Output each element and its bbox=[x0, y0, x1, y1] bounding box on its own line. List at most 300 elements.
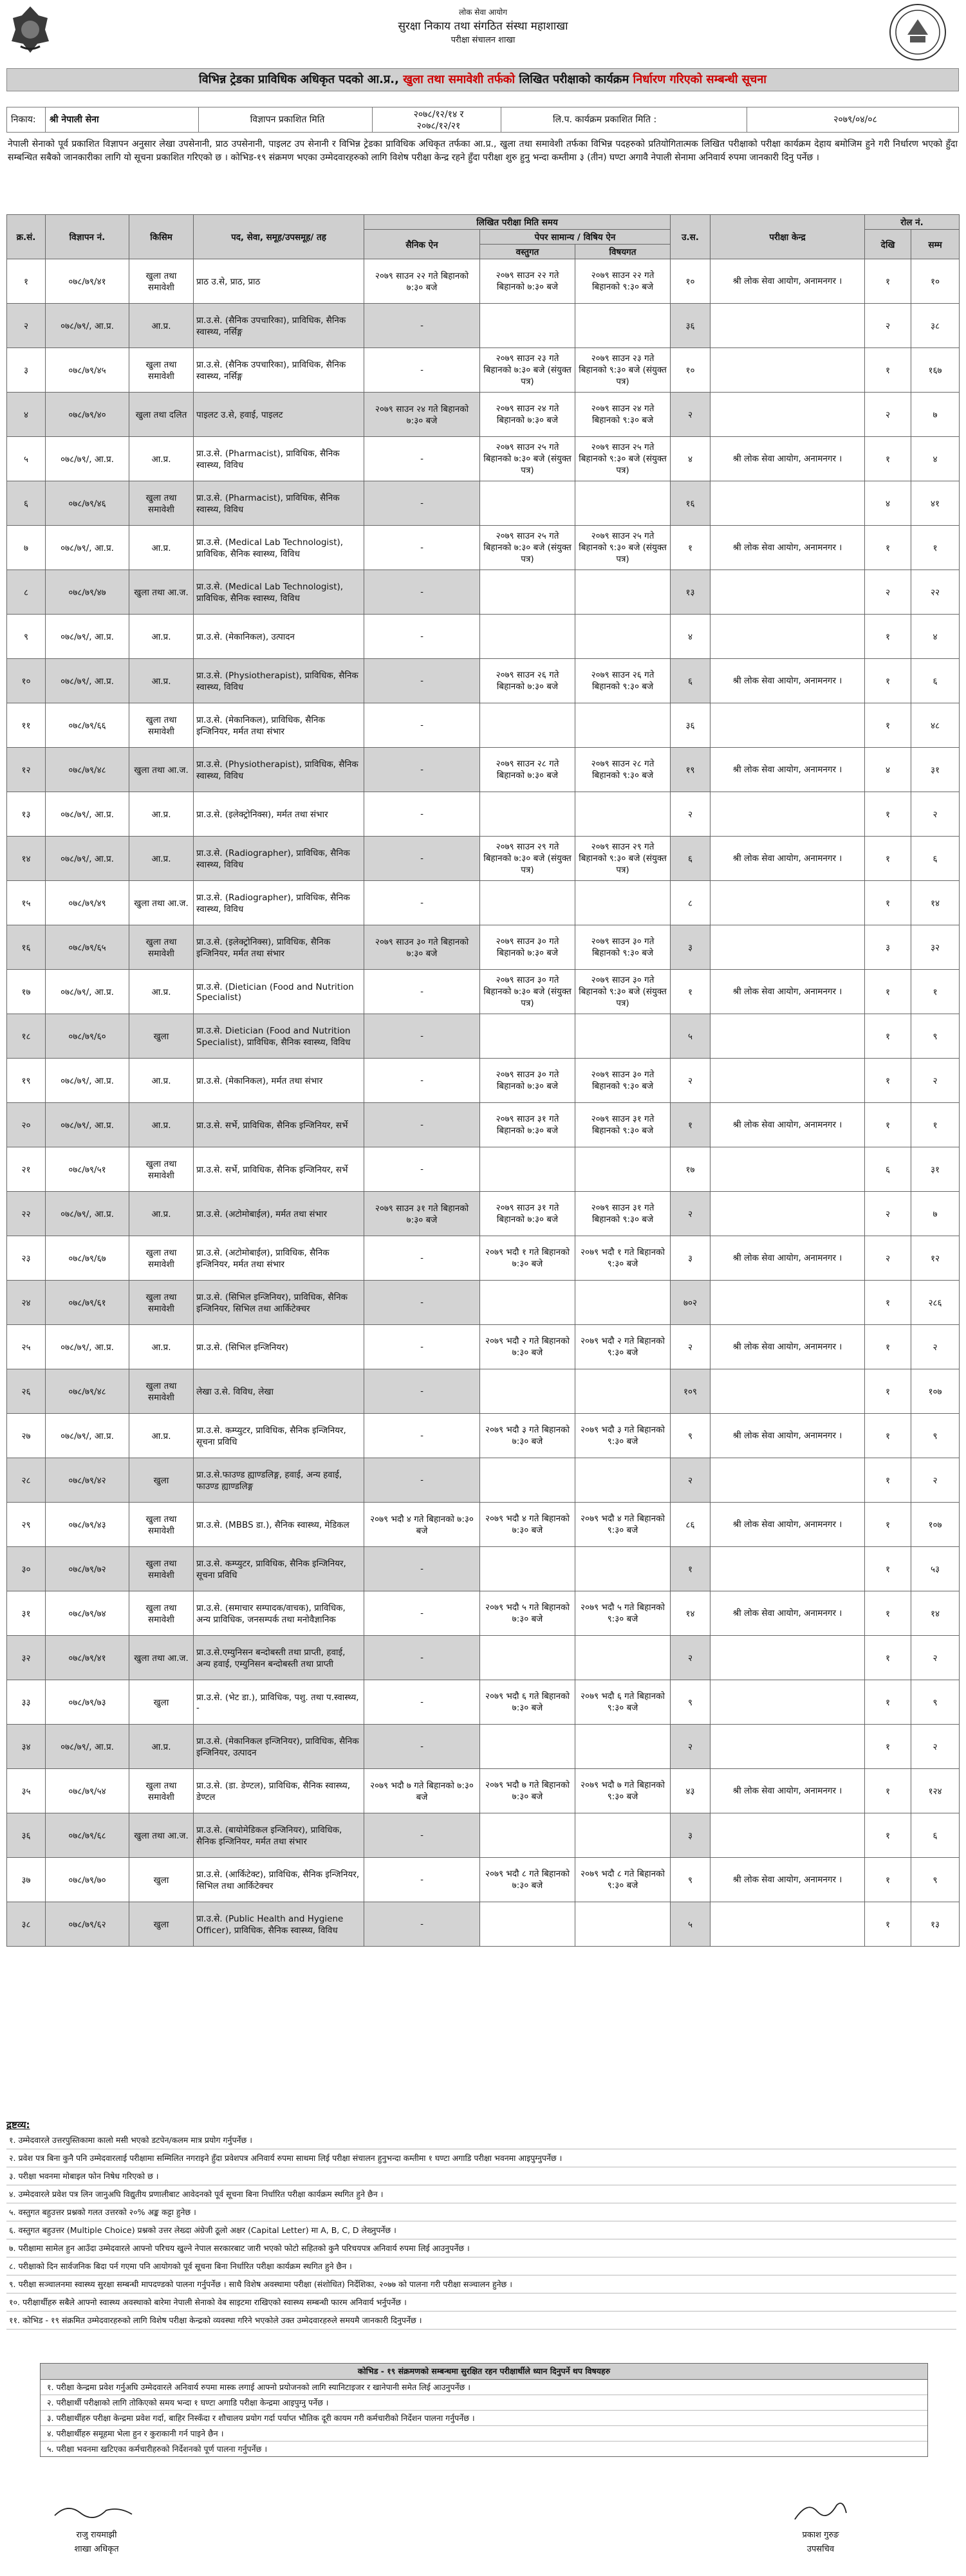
th-roll: रोल नं. bbox=[865, 215, 960, 230]
cell-roll-from: १ bbox=[865, 703, 911, 748]
table-row bbox=[7, 259, 960, 304]
cell-post: प्रा.उ.से.फाउण्ड ह्याण्डलिङ्ग, हवाई, अन्य हवाई, फाउण्ड ह्याण्डलिङ्ग bbox=[194, 1458, 364, 1503]
cell-sn: ३ bbox=[7, 348, 46, 393]
cell-subjective-date bbox=[575, 481, 671, 526]
table-row bbox=[7, 925, 960, 970]
note-item: १. उम्मेदवारले उत्तरपुस्तिकामा कालो मसी भएको डटपेन/कलम मात्र प्रयोग गर्नुपर्नेछ । bbox=[6, 2131, 956, 2149]
cell-sn: ३० bbox=[7, 1547, 46, 1591]
cell-objective-date bbox=[480, 1902, 575, 1947]
cell-objective-date bbox=[480, 304, 575, 348]
exam-schedule-table bbox=[6, 214, 960, 1947]
cell-sn: ३३ bbox=[7, 1680, 46, 1725]
cell-sn: ८ bbox=[7, 570, 46, 615]
cell-type: आ.प्र. bbox=[129, 304, 194, 348]
cell-subjective-date: २०७९ भदौ ३ गते बिहानको ९:३० बजे bbox=[575, 1414, 671, 1458]
th-subjective: विषयगत bbox=[575, 245, 671, 259]
cell-post: प्रा.उ.से. (अटोमोबाईल), प्राविधिक, सैनिक इन्जिनियर, मर्मत तथा संभार bbox=[194, 1236, 364, 1281]
cell-objective-date bbox=[480, 1147, 575, 1192]
cell-roll-to: ४ bbox=[911, 615, 960, 659]
cell-post: प्रा.उ.से. सर्भे, प्राविधिक, सैनिक इन्जिनियर, सर्भे bbox=[194, 1147, 364, 1192]
cell-post: प्रा.उ.से. (मेकानिकल), मर्मत तथा संभार bbox=[194, 1059, 364, 1103]
cell-service-date: - bbox=[364, 1414, 480, 1458]
table-row bbox=[7, 1725, 960, 1769]
cell-candidates: ५ bbox=[671, 1902, 711, 1947]
cell-sn: ४ bbox=[7, 393, 46, 437]
cell-roll-to: १६७ bbox=[911, 348, 960, 393]
cell-roll-from: १ bbox=[865, 1458, 911, 1503]
cell-sn: ३२ bbox=[7, 1636, 46, 1680]
cell-adv-no: ०७८/७९/७० bbox=[46, 1858, 129, 1902]
cell-post: प्रा.उ.से. (समाचार सम्पादक/वाचक), प्राविधिक, अन्य प्राविधिक, जनसम्पर्क तथा मनोवैज्ञानिक bbox=[194, 1591, 364, 1636]
cell-center: श्री लोक सेवा आयोग, अनामनगर । bbox=[711, 659, 865, 703]
cell-objective-date bbox=[480, 1725, 575, 1769]
cell-center bbox=[711, 304, 865, 348]
cell-candidates: १७ bbox=[671, 1147, 711, 1192]
cell-service-date: - bbox=[364, 1103, 480, 1147]
table-row bbox=[7, 1414, 960, 1458]
cell-adv-no: ०७८/७९/४१ bbox=[46, 259, 129, 304]
cell-roll-from: १ bbox=[865, 1547, 911, 1591]
cell-adv-no: ०७८/७९/६७ bbox=[46, 1236, 129, 1281]
cell-objective-date: २०७९ साउन २५ गते बिहानको ७:३० बजे (संयुक्त पत्र) bbox=[480, 437, 575, 481]
cell-candidates: २ bbox=[671, 1725, 711, 1769]
cell-objective-date: २०७९ साउन २२ गते बिहानको ७:३० बजे bbox=[480, 259, 575, 304]
cell-roll-from: १ bbox=[865, 1503, 911, 1547]
cell-service-date: २०७९ साउन ३० गते बिहानको ७:३० बजे bbox=[364, 925, 480, 970]
signature-left bbox=[39, 2500, 154, 2557]
cell-roll-to: १ bbox=[911, 526, 960, 570]
cell-post: प्रा.उ.से. (इलेक्ट्रोनिक्स), मर्मत तथा संभार bbox=[194, 792, 364, 837]
cell-candidates: ३६ bbox=[671, 304, 711, 348]
cell-adv-no: ०७८/७९/, आ.प्र. bbox=[46, 837, 129, 881]
cell-candidates: ४३ bbox=[671, 1769, 711, 1813]
table-row bbox=[7, 1858, 960, 1902]
meta-niyaktak-label: निकाय: bbox=[7, 107, 46, 132]
cell-roll-to: ७ bbox=[911, 393, 960, 437]
cell-candidates: १६ bbox=[671, 481, 711, 526]
cell-subjective-date: २०७९ साउन २९ गते बिहानको ९:३० बजे (संयुक्त पत्र) bbox=[575, 837, 671, 881]
notes-heading: द्रष्टव्य: bbox=[6, 2119, 30, 2131]
cell-type: खुला तथा समावेशी bbox=[129, 1547, 194, 1591]
cell-subjective-date bbox=[575, 1458, 671, 1503]
cell-candidates: १९ bbox=[671, 748, 711, 792]
cell-type: खुला तथा समावेशी bbox=[129, 1281, 194, 1325]
cell-roll-from: ३ bbox=[865, 925, 911, 970]
th-post: पद, सेवा, समूह/उपसमूह/ तह bbox=[194, 215, 364, 259]
cell-type: आ.प्र. bbox=[129, 1325, 194, 1369]
signature-right-name: प्रकाश गुरुङ bbox=[802, 2530, 839, 2540]
intro-paragraph: नेपाली सेनाको पूर्व प्रकाशित विज्ञापन अनुसार लेखा उपसेनानी, प्राठ उपसेनानी, पाइलट उप सेनानी र विभिन्न ट्रेडका प्राविधिक अधिकृत तर्फका आ.प्र., खुला तथा समावेशी तर्फका विभिन्न पदहरुको प्रतियोगितात्मक लिखित परीक्षाको परीक्षा कार्यक्रम देहाय बमोजिम हुने गरी निर्धारण भएको हुँदा सम्बन्धित सबैको जानकारीका लागि यो सूचना प्रकाशित गरिएको छ । कोभिड-१९ संक्रमण भएका उम्मेदवारहरुको लागि विशेष परीक्षा केन्द्र रहने हुँदा परीक्षा शुरु हुनु भन्दा कम्तीमा ३ (तीन) घण्टा अगावै नेपाली सेनामा अनिवार्य रुपमा जानकारी दिनु पर्नेछ । bbox=[8, 139, 958, 163]
cell-adv-no: ०७८/७९/४६ bbox=[46, 481, 129, 526]
cell-center bbox=[711, 881, 865, 925]
cell-candidates: २ bbox=[671, 1636, 711, 1680]
cell-center bbox=[711, 1636, 865, 1680]
table-row bbox=[7, 1014, 960, 1059]
cell-service-date: - bbox=[364, 1813, 480, 1858]
cell-adv-no: ०७८/७९/४३ bbox=[46, 1503, 129, 1547]
cell-roll-to: १०७ bbox=[911, 1503, 960, 1547]
table-row bbox=[7, 393, 960, 437]
cell-center bbox=[711, 348, 865, 393]
cell-roll-from: १ bbox=[865, 1902, 911, 1947]
cell-subjective-date: २०७९ साउन २३ गते बिहानको ९:३० बजे (संयुक्त पत्र) bbox=[575, 348, 671, 393]
cell-service-date: - bbox=[364, 1458, 480, 1503]
cell-objective-date bbox=[480, 1813, 575, 1858]
cell-adv-no: ०७८/७९/, आ.प्र. bbox=[46, 970, 129, 1014]
cell-service-date: - bbox=[364, 1858, 480, 1902]
cell-adv-no: ०७८/७९/४९ bbox=[46, 881, 129, 925]
cell-roll-from: २ bbox=[865, 570, 911, 615]
cell-candidates: २ bbox=[671, 1325, 711, 1369]
cell-sn: १९ bbox=[7, 1059, 46, 1103]
cell-objective-date bbox=[480, 1547, 575, 1591]
cell-sn: २० bbox=[7, 1103, 46, 1147]
cell-type: खुला तथा आ.ज. bbox=[129, 881, 194, 925]
cell-adv-no: ०७८/७९/, आ.प्र. bbox=[46, 1725, 129, 1769]
cell-service-date: - bbox=[364, 1014, 480, 1059]
cell-type: आ.प्र. bbox=[129, 1414, 194, 1458]
cell-candidates: ९ bbox=[671, 1414, 711, 1458]
cell-subjective-date bbox=[575, 1014, 671, 1059]
cell-post: प्रा.उ.से. (सैनिक उपचारिका), प्राविधिक, सैनिक स्वास्थ्य, नर्सिङ्ग bbox=[194, 348, 364, 393]
cell-post: प्रा.उ.से. (मेकानिकल), प्राविधिक, सैनिक इन्जिनियर, मर्मत तथा संभार bbox=[194, 703, 364, 748]
cell-sn: ५ bbox=[7, 437, 46, 481]
cell-roll-from: १ bbox=[865, 259, 911, 304]
th-written-date: लिखित परीक्षा मिति समय bbox=[364, 215, 671, 230]
notice-title bbox=[6, 68, 959, 91]
header bbox=[0, 0, 966, 68]
cell-center bbox=[711, 393, 865, 437]
cell-candidates: २ bbox=[671, 1458, 711, 1503]
cell-candidates: १ bbox=[671, 970, 711, 1014]
cell-roll-from: १ bbox=[865, 1858, 911, 1902]
cell-center bbox=[711, 1813, 865, 1858]
cell-adv-no: ०७८/७९/, आ.प्र. bbox=[46, 1325, 129, 1369]
cell-roll-to: १४ bbox=[911, 1591, 960, 1636]
cell-subjective-date: २०७९ भदौ ७ गते बिहानको ९:३० बजे bbox=[575, 1769, 671, 1813]
cell-subjective-date: २०७९ साउन २४ गते बिहानको ९:३० बजे bbox=[575, 393, 671, 437]
cell-type: आ.प्र. bbox=[129, 1192, 194, 1236]
cell-roll-to: १२ bbox=[911, 1236, 960, 1281]
cell-adv-no: ०७८/७९/६० bbox=[46, 1014, 129, 1059]
cell-objective-date: २०७९ भदौ ८ गते बिहानको ७:३० बजे bbox=[480, 1858, 575, 1902]
cell-type: खुला bbox=[129, 1902, 194, 1947]
cell-candidates: १ bbox=[671, 1547, 711, 1591]
cell-post: पाइलट उ.से, हवाई, पाइलट bbox=[194, 393, 364, 437]
table-row bbox=[7, 1680, 960, 1725]
psc-seal-icon bbox=[888, 3, 947, 62]
cell-roll-from: १ bbox=[865, 970, 911, 1014]
table-row bbox=[7, 1059, 960, 1103]
cell-adv-no: ०७८/७९/, आ.प्र. bbox=[46, 526, 129, 570]
cell-roll-from: १ bbox=[865, 1591, 911, 1636]
cell-service-date: - bbox=[364, 570, 480, 615]
cell-service-date: - bbox=[364, 437, 480, 481]
cell-roll-from: २ bbox=[865, 1192, 911, 1236]
cell-type: खुला तथा समावेशी bbox=[129, 1769, 194, 1813]
th-center: परीक्षा केन्द्र bbox=[711, 215, 865, 259]
cell-objective-date bbox=[480, 481, 575, 526]
cell-roll-to: ९ bbox=[911, 1680, 960, 1725]
cell-candidates: २ bbox=[671, 1192, 711, 1236]
cell-center: श्री लोक सेवा आयोग, अनामनगर । bbox=[711, 437, 865, 481]
cell-candidates: २ bbox=[671, 792, 711, 837]
cell-post: प्रा.उ.से. (MBBS डा.), सैनिक स्वास्थ्य, मेडिकल bbox=[194, 1503, 364, 1547]
cell-post: प्रा.उ.से. (बायोमेडिकल इन्जिनियर), प्राविधिक, सैनिक इन्जिनियर, मर्मत तथा संभार bbox=[194, 1813, 364, 1858]
cell-sn: १५ bbox=[7, 881, 46, 925]
cell-post: प्रा.उ.से. (सैनिक उपचारिका), प्राविधिक, सैनिक स्वास्थ्य, नर्सिङ्ग bbox=[194, 304, 364, 348]
cell-roll-from: १ bbox=[865, 837, 911, 881]
cell-type: आ.प्र. bbox=[129, 1059, 194, 1103]
cell-service-date: - bbox=[364, 748, 480, 792]
cell-service-date: - bbox=[364, 837, 480, 881]
cell-subjective-date bbox=[575, 1281, 671, 1325]
cell-center bbox=[711, 1281, 865, 1325]
cell-sn: २ bbox=[7, 304, 46, 348]
cell-adv-no: ०७८/७९/, आ.प्र. bbox=[46, 659, 129, 703]
table-row bbox=[7, 1103, 960, 1147]
cell-service-date: २०७९ भदौ ४ गते बिहानको ७:३० बजे bbox=[364, 1503, 480, 1547]
cell-roll-from: १ bbox=[865, 526, 911, 570]
cell-roll-from: ४ bbox=[865, 481, 911, 526]
cell-post: प्रा.उ.से. (डा. डेण्टल), प्राविधिक, सैनिक स्वास्थ्य, डेण्टल bbox=[194, 1769, 364, 1813]
cell-roll-to: १ bbox=[911, 1103, 960, 1147]
cell-adv-no: ०७८/७९/४७ bbox=[46, 570, 129, 615]
cell-objective-date bbox=[480, 1369, 575, 1414]
table-row bbox=[7, 1236, 960, 1281]
table-row bbox=[7, 1325, 960, 1369]
cell-adv-no: ०७८/७९/४० bbox=[46, 393, 129, 437]
meta-prog-date-label: लि.प. कार्यक्रम प्रकाशित मिति : bbox=[501, 107, 747, 132]
th-sub-main: पेपर सामान्य / विषिय ऐन bbox=[480, 230, 671, 245]
cell-roll-to: २ bbox=[911, 1725, 960, 1769]
note-item: ४. उम्मेदवारले प्रवेश पत्र लिन जानुअघि विद्युतीय प्रणालीबाट आवेदनको पूर्व सूचना बिना निर्धारित परीक्षा कार्यक्रम स्थगित हुने छैन । bbox=[6, 2185, 956, 2203]
cell-type: खुला तथा समावेशी bbox=[129, 1591, 194, 1636]
cell-post: प्रा.उ.से. (Dietician (Food and Nutrition Specialist) bbox=[194, 970, 364, 1014]
cell-candidates: ३६ bbox=[671, 703, 711, 748]
cell-service-date: - bbox=[364, 970, 480, 1014]
cell-adv-no: ०७८/७९/५१ bbox=[46, 1147, 129, 1192]
cell-sn: ७ bbox=[7, 526, 46, 570]
cell-roll-from: १ bbox=[865, 1680, 911, 1725]
cell-objective-date: २०७९ भदौ ५ गते बिहानको ७:३० बजे bbox=[480, 1591, 575, 1636]
cell-post: प्रा.उ.से. (Pharmacist), प्राविधिक, सैनिक स्वास्थ्य, विविध bbox=[194, 437, 364, 481]
cell-type: खुला bbox=[129, 1680, 194, 1725]
meta-adv-date-1: २०७८/१२/१४ र bbox=[413, 109, 464, 120]
cell-roll-from: १ bbox=[865, 1414, 911, 1458]
cell-roll-from: २ bbox=[865, 1236, 911, 1281]
cell-subjective-date: २०७९ भदौ १ गते बिहानको ९:३० बजे bbox=[575, 1236, 671, 1281]
cell-roll-to: १३ bbox=[911, 1902, 960, 1947]
cell-post: लेखा उ.से. विविध, लेखा bbox=[194, 1369, 364, 1414]
cell-service-date: - bbox=[364, 792, 480, 837]
table-row bbox=[7, 481, 960, 526]
cell-candidates: २ bbox=[671, 393, 711, 437]
cell-center bbox=[711, 1680, 865, 1725]
table-row bbox=[7, 1503, 960, 1547]
cell-type: आ.प्र. bbox=[129, 615, 194, 659]
cell-center: श्री लोक सेवा आयोग, अनामनगर । bbox=[711, 259, 865, 304]
cell-roll-to: ३२ bbox=[911, 925, 960, 970]
cell-roll-to: २ bbox=[911, 1059, 960, 1103]
cell-type: खुला तथा समावेशी bbox=[129, 1369, 194, 1414]
signature-scrawl-right bbox=[782, 2500, 859, 2523]
table-row bbox=[7, 748, 960, 792]
cell-candidates: ९ bbox=[671, 1858, 711, 1902]
th-type: किसिम bbox=[129, 215, 194, 259]
cell-center bbox=[711, 1014, 865, 1059]
th-adv-no: विज्ञापन नं. bbox=[46, 215, 129, 259]
cell-adv-no: ०७८/७९/४५ bbox=[46, 348, 129, 393]
cell-subjective-date bbox=[575, 304, 671, 348]
cell-post: प्रा.उ.से. (Medical Lab Technologist), प्राविधिक, सैनिक स्वास्थ्य, विविध bbox=[194, 570, 364, 615]
cell-service-date: - bbox=[364, 1059, 480, 1103]
cell-center bbox=[711, 1902, 865, 1947]
table-row bbox=[7, 1458, 960, 1503]
cell-objective-date: २०७९ भदौ ४ गते बिहानको ७:३० बजे bbox=[480, 1503, 575, 1547]
cell-roll-from: १ bbox=[865, 615, 911, 659]
cell-candidates: १४ bbox=[671, 1591, 711, 1636]
cell-subjective-date: २०७९ भदौ ५ गते बिहानको ९:३० बजे bbox=[575, 1591, 671, 1636]
table-row bbox=[7, 1147, 960, 1192]
cell-subjective-date bbox=[575, 881, 671, 925]
note-item: ११. कोभिड - १९ संक्रमित उम्मेदवारहरुको लागि विशेष परीक्षा केन्द्रको व्यवस्था गरिने भएकोले उक्त उम्मेदवारहरुले समयमै जानकारी दिनुपर्नेछ । bbox=[6, 2312, 956, 2330]
cell-post: प्रा.उ.से. (मेकानिकल), उत्पादन bbox=[194, 615, 364, 659]
cell-roll-to: २ bbox=[911, 1636, 960, 1680]
cell-type: खुला तथा समावेशी bbox=[129, 481, 194, 526]
cell-adv-no: ०७८/७९/७४ bbox=[46, 1591, 129, 1636]
cell-type: खुला bbox=[129, 1858, 194, 1902]
cell-center bbox=[711, 1725, 865, 1769]
cell-roll-to: ४१ bbox=[911, 481, 960, 526]
cell-objective-date: २०७९ साउन २५ गते बिहानको ७:३० बजे (संयुक्त पत्र) bbox=[480, 526, 575, 570]
cell-sn: १ bbox=[7, 259, 46, 304]
cell-subjective-date bbox=[575, 1636, 671, 1680]
cell-center bbox=[711, 703, 865, 748]
cell-objective-date: २०७९ साउन २८ गते बिहानको ७:३० बजे bbox=[480, 748, 575, 792]
cell-roll-to: ४ bbox=[911, 437, 960, 481]
cell-roll-from: १ bbox=[865, 1369, 911, 1414]
table-row bbox=[7, 570, 960, 615]
cell-post: प्रा.उ.से. कम्प्युटर, प्राविधिक, सैनिक इन्जिनियर, सूचना प्रविधि bbox=[194, 1547, 364, 1591]
note-item: ३. परीक्षा भवनमा मोबाइल फोन निषेध गरिएको छ । bbox=[6, 2167, 956, 2185]
cell-roll-from: १ bbox=[865, 659, 911, 703]
cell-subjective-date: २०७९ साउन २५ गते बिहानको ९:३० बजे (संयुक्त पत्र) bbox=[575, 437, 671, 481]
cell-objective-date bbox=[480, 615, 575, 659]
table-row bbox=[7, 1192, 960, 1236]
cell-center bbox=[711, 481, 865, 526]
table-row bbox=[7, 881, 960, 925]
cell-service-date: - bbox=[364, 1236, 480, 1281]
cell-center bbox=[711, 1458, 865, 1503]
cell-adv-no: ०७८/७९/६२ bbox=[46, 1902, 129, 1947]
cell-objective-date bbox=[480, 703, 575, 748]
cell-objective-date bbox=[480, 1281, 575, 1325]
covid-box-title: कोभिड - १९ संक्रमणको सम्बन्धमा सुरक्षित रहन परीक्षार्थीले ध्यान दिनुपर्ने थप विषयहरु bbox=[41, 2364, 927, 2380]
cell-post: प्रा.उ.से. (इलेक्ट्रोनिक्स), प्राविधिक, सैनिक इन्जिनियर, मर्मत तथा संभार bbox=[194, 925, 364, 970]
cell-objective-date: २०७९ साउन ३१ गते बिहानको ७:३० बजे bbox=[480, 1103, 575, 1147]
cell-service-date: - bbox=[364, 481, 480, 526]
cell-objective-date bbox=[480, 1014, 575, 1059]
cell-roll-from: १ bbox=[865, 1281, 911, 1325]
notice-title-part4: निर्धारण गरिएको सम्बन्धी सूचना bbox=[633, 73, 766, 86]
cell-type: आ.प्र. bbox=[129, 526, 194, 570]
cell-service-date: - bbox=[364, 1636, 480, 1680]
covid-item: २. परीक्षार्थी परीक्षाको लागि तोकिएको समय भन्दा १ घण्टा अगाडि परीक्षा केन्द्रमा आइपुग्नु पर्नेछ । bbox=[41, 2395, 927, 2411]
meta-adv-date bbox=[373, 107, 501, 132]
cell-post: प्रा.उ.से. (Radiographer), प्राविधिक, सैनिक स्वास्थ्य, विविध bbox=[194, 837, 364, 881]
cell-service-date: - bbox=[364, 881, 480, 925]
cell-roll-from: १ bbox=[865, 1636, 911, 1680]
cell-service-date: - bbox=[364, 703, 480, 748]
cell-sn: १७ bbox=[7, 970, 46, 1014]
cell-center bbox=[711, 1147, 865, 1192]
cell-adv-no: ०७८/७९/७२ bbox=[46, 1547, 129, 1591]
cell-adv-no: ०७८/७९/, आ.प्र. bbox=[46, 437, 129, 481]
cell-center bbox=[711, 570, 865, 615]
cell-sn: ३८ bbox=[7, 1902, 46, 1947]
th-roll-from: देखि bbox=[865, 230, 911, 259]
cell-post: प्रा.उ.से. (Physiotherapist), प्राविधिक, सैनिक स्वास्थ्य, विविध bbox=[194, 659, 364, 703]
cell-subjective-date bbox=[575, 1369, 671, 1414]
cell-adv-no: ०७८/७९/५४ bbox=[46, 1769, 129, 1813]
cell-type: खुला तथा समावेशी bbox=[129, 259, 194, 304]
meta-adv-date-label: विज्ञापन प्रकाशित मिति bbox=[199, 107, 373, 132]
cell-subjective-date: २०७९ साउन २२ गते बिहानको ९:३० बजे bbox=[575, 259, 671, 304]
cell-objective-date: २०७९ भदौ ३ गते बिहानको ७:३० बजे bbox=[480, 1414, 575, 1458]
cell-roll-from: १ bbox=[865, 1813, 911, 1858]
cell-roll-to: २ bbox=[911, 1458, 960, 1503]
cell-objective-date bbox=[480, 1636, 575, 1680]
cell-sn: १८ bbox=[7, 1014, 46, 1059]
note-item: ७. परीक्षामा सामेल हुन आउँदा उम्मेदवारले आफ्नो परिचय खुल्ने नेपाल सरकारबाट जारी भएको फोटो सहितको कुनै परिचयपत्र अनिवार्य रुपमा लिई आउनुपर्नेछ । bbox=[6, 2239, 956, 2257]
covid-item: ४. परीक्षार्थीहरु समूहमा भेला हुन र कुराकानी गर्न पाइने छैन । bbox=[41, 2426, 927, 2442]
cell-center: श्री लोक सेवा आयोग, अनामनगर । bbox=[711, 1858, 865, 1902]
cell-type: खुला तथा दलित bbox=[129, 393, 194, 437]
cell-roll-to: ९ bbox=[911, 1014, 960, 1059]
cell-center: श्री लोक सेवा आयोग, अनामनगर । bbox=[711, 1769, 865, 1813]
cell-sn: २१ bbox=[7, 1147, 46, 1192]
cell-post: प्राठ उ.से, प्राठ, प्राठ bbox=[194, 259, 364, 304]
cell-post: प्रा.उ.से. (Physiotherapist), प्राविधिक, सैनिक स्वास्थ्य, विविध bbox=[194, 748, 364, 792]
signature-right bbox=[772, 2500, 869, 2557]
note-item: ८. परीक्षाको दिन सार्वजनिक बिदा पर्न गएमा पनि आयोगको पूर्व सूचना बिना निर्धारित परीक्षा कार्यक्रम स्थगित हुने छैन । bbox=[6, 2257, 956, 2275]
covid-list bbox=[41, 2380, 927, 2456]
cell-center: श्री लोक सेवा आयोग, अनामनगर । bbox=[711, 837, 865, 881]
covid-item: ३. परीक्षार्थीहरु परीक्षा केन्द्रमा प्रवेश गर्दा, बाहिर निस्कँदा र शौचालय प्रयोग गर्दा पर्याप्त भौतिक दूरी कायम गरी कर्मचारीको निर्देशन पालना गर्नुपर्नेछ । bbox=[41, 2411, 927, 2426]
covid-item: १. परीक्षा केन्द्रमा प्रवेश गर्नुअघि उम्मेदवारले अनिवार्य रुपमा मास्क लगाई आफ्नो प्रयोजनको लागि स्यानिटाइजर र खानेपानी समेत लिई आउनुपर्नेछ । bbox=[41, 2380, 927, 2395]
cell-adv-no: ०७८/७९/, आ.प्र. bbox=[46, 1414, 129, 1458]
cell-roll-from: १ bbox=[865, 1725, 911, 1769]
cell-sn: १४ bbox=[7, 837, 46, 881]
cell-type: खुला तथा आ.ज. bbox=[129, 1813, 194, 1858]
cell-subjective-date: २०७९ भदौ ८ गते बिहानको ९:३० बजे bbox=[575, 1858, 671, 1902]
cell-roll-from: १ bbox=[865, 1325, 911, 1369]
cell-roll-to: ६ bbox=[911, 659, 960, 703]
cell-service-date: २०७९ साउन ३१ गते बिहानको ७:३० बजे bbox=[364, 1192, 480, 1236]
table-row bbox=[7, 792, 960, 837]
cell-type: खुला तथा आ.ज. bbox=[129, 570, 194, 615]
cell-roll-to: १० bbox=[911, 259, 960, 304]
cell-sn: २५ bbox=[7, 1325, 46, 1369]
cell-service-date: - bbox=[364, 1725, 480, 1769]
cell-center: श्री लोक सेवा आयोग, अनामनगर । bbox=[711, 1414, 865, 1458]
cell-post: प्रा.उ.से. (भेट डा.), प्राविधिक, पशु. तथा प.स्वास्थ्य, - bbox=[194, 1680, 364, 1725]
meta-row bbox=[6, 107, 959, 133]
cell-center: श्री लोक सेवा आयोग, अनामनगर । bbox=[711, 1325, 865, 1369]
cell-roll-from: २ bbox=[865, 304, 911, 348]
cell-candidates: ९ bbox=[671, 1680, 711, 1725]
